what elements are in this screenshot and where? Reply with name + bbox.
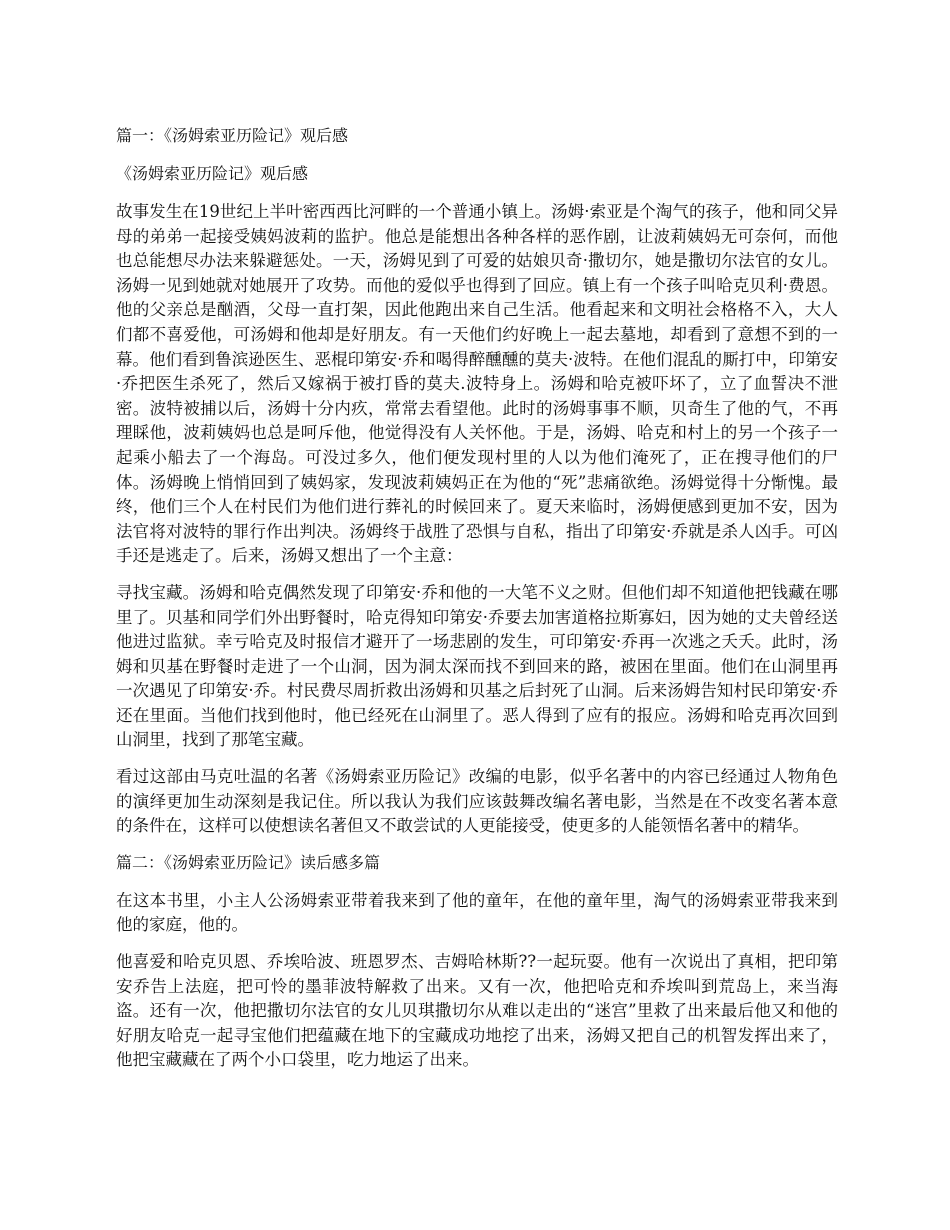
paragraph-story-summary: 故事发生在19世纪上半叶密西西比河畔的一个普通小镇上。汤姆·索亚是个淘气的孩子，他和同父异母的弟弟一起接受姨妈波莉的监护。他总是能想出各种各样的恶作剧，让波莉姨妈无可奈何，而他也总能想尽办法来躲避惩处。一天，汤姆见到了可爱的姑娘贝奇·撒切尔，她是撒切尔法官的女儿。汤姆一见到她就对她展开了攻势。而他的爱似乎也得到了回应。镇上有一个孩子叫哈克贝利·费恩。他的父亲总是酗酒，父母一直打架，因此他跑出来自己生活。他看起来和文明社会格格不入，大人们都不喜爱他，可汤姆和他却是好朋友。有一天他们约好晚上一起去墓地，却看到了意想不到的一幕。他们看到鲁滨逊医生、恶棍印第安·乔和喝得醉醺醺的莫夫·波特。在他们混乱的厮打中，印第安·乔把医生杀死了，然后又嫁祸于被打昏的莫夫.波特身上。汤姆和哈克被吓坏了，立了血誓决不泄密。波特被捕以后，汤姆十分内疚，常常去看望他。此时的汤姆事事不顺，贝奇生了他的气，不再理睬他，波莉姨妈也总是呵斥他，他觉得没有人关怀他。于是，汤姆、哈克和村上的另一个孩子一起乘小船去了一个海岛。可没过多久，他们便发现村里的人以为他们淹死了，正在搜寻他们的尸体。汤姆晚上悄悄回到了姨妈家，发现波莉姨妈正在为他的“死”悲痛欲绝。汤姆觉得十分惭愧。最终，他们三个人在村民们为他们进行葬礼的时候回来了。夏天来临时，汤姆便感到更加不安，因为法官将对波特的罪行作出判决。汤姆终于战胜了恐惧与自私，指出了印第安·乔就是杀人凶手。可凶手还是逃走了。后来，汤姆又想出了一个主意： [116, 202, 838, 566]
paragraph-childhood: 在这本书里，小主人公汤姆索亚带着我来到了他的童年，在他的童年里，淘气的汤姆索亚带我来到他的家庭，他的。 [116, 890, 838, 935]
paragraph-adventures: 他喜爱和哈克贝恩、乔埃哈波、班恩罗杰、吉姆哈林斯??一起玩耍。他有一次说出了真相，把印第安乔告上法庭，把可怜的墨菲波特解救了出来。又有一次，他把哈克和乔埃叫到荒岛上，来当海盗。还有一次，他把撒切尔法官的女儿贝琪撒切尔从难以走出的“迷宫”里救了出来最后他又和他的好朋友哈克一起寻宝他们把蕴藏在地下的宝藏成功地挖了出来，汤姆又把自己的机智发挥出来了，他把宝藏藏在了两个小口袋里，吃力地运了出来。 [116, 952, 838, 1070]
paragraph-film-reflection: 看过这部由马克吐温的名著《汤姆索亚历险记》改编的电影，似乎名著中的内容已经通过人物角色的演绎更加生动深刻是我记住。所以我认为我们应该鼓舞改编名著电影，当然是在不改变名著本意的条件在，这样可以使想读名著但又不敢尝试的人更能接受，使更多的人能领悟名著中的精华。 [116, 767, 838, 836]
document-body [116, 124, 838, 1085]
section-subtitle: 《汤姆索亚历险记》观后感 [116, 164, 309, 183]
section-heading-1: 篇一：《汤姆索亚历险记》观后感 [116, 126, 349, 145]
section-heading-2: 篇二：《汤姆索亚历险记》读后感多篇 [116, 852, 381, 872]
paragraph-treasure-hunt: 寻找宝藏。汤姆和哈克偶然发现了印第安·乔和他的一大笔不义之财。但他们却不知道他把钱藏在哪里了。贝基和同学们外出野餐时，哈克得知印第安·乔要去加害道格拉斯寡妇，因为她的丈夫曾经送他进过监狱。幸亏哈克及时报信才避开了一场悲剧的发生，可印第安·乔再一次逃之夭夭。此时，汤姆和贝基在野餐时走进了一个山洞，因为洞太深而找不到回来的路，被困在里面。他们在山洞里再一次遇见了印第安·乔。村民费尽周折救出汤姆和贝基之后封死了山洞。后来汤姆告知村民印第安·乔还在里面。当他们找到他时，他已经死在山洞里了。恶人得到了应有的报应。汤姆和哈克再次回到山洞里，找到了那笔宝藏。 [116, 582, 838, 750]
